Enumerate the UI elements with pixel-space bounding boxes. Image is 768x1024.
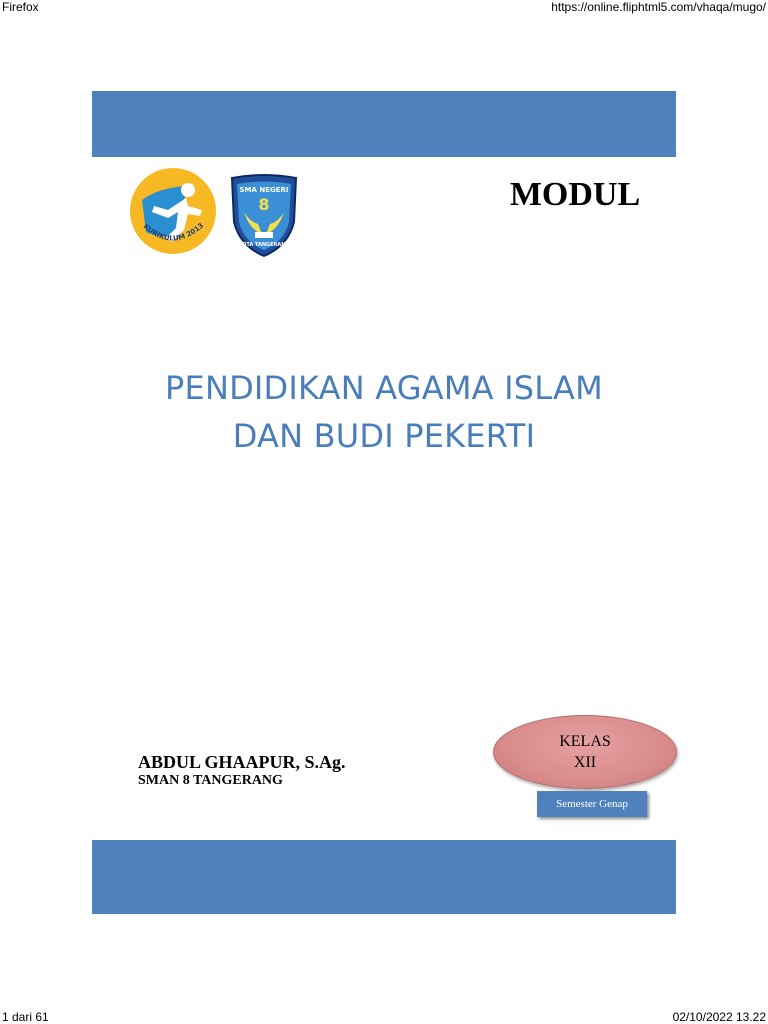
page-url: https://online.fliphtml5.com/vhaqa/mugo/	[551, 0, 766, 14]
page-indicator: 1 dari 61	[2, 1010, 49, 1024]
document-title	[92, 364, 676, 460]
kelas-value: XII	[573, 754, 597, 771]
header-band	[92, 91, 676, 157]
title-line-2: DAN BUDI PEKERTI	[232, 417, 536, 455]
kurikulum-logo-text: KURIKULUM 2013	[141, 221, 206, 243]
title-line-1: PENDIDIKAN AGAMA ISLAM	[165, 369, 603, 407]
kurikulum-2013-logo	[128, 166, 218, 256]
school-name: SMAN 8 TANGERANG	[138, 773, 283, 788]
browser-app-name: Firefox	[2, 0, 39, 14]
sma-logo-number: 8	[258, 195, 270, 214]
sma-logo-top-text: SMA NEGERI	[239, 186, 289, 194]
print-timestamp: 02/10/2022 13.22	[672, 1010, 766, 1024]
author-name: ABDUL GHAAPUR, S.Ag.	[138, 752, 346, 772]
kelas-badge	[493, 715, 677, 789]
sma-logo-bottom-text: KOTA TANGERANG	[238, 242, 290, 248]
footer-band	[92, 840, 676, 914]
sma-negeri-8-emblem	[228, 172, 300, 258]
kelas-label: KELAS	[559, 733, 611, 750]
semester-label: Semester Genap	[537, 791, 647, 817]
modul-heading: MODUL	[509, 176, 641, 213]
